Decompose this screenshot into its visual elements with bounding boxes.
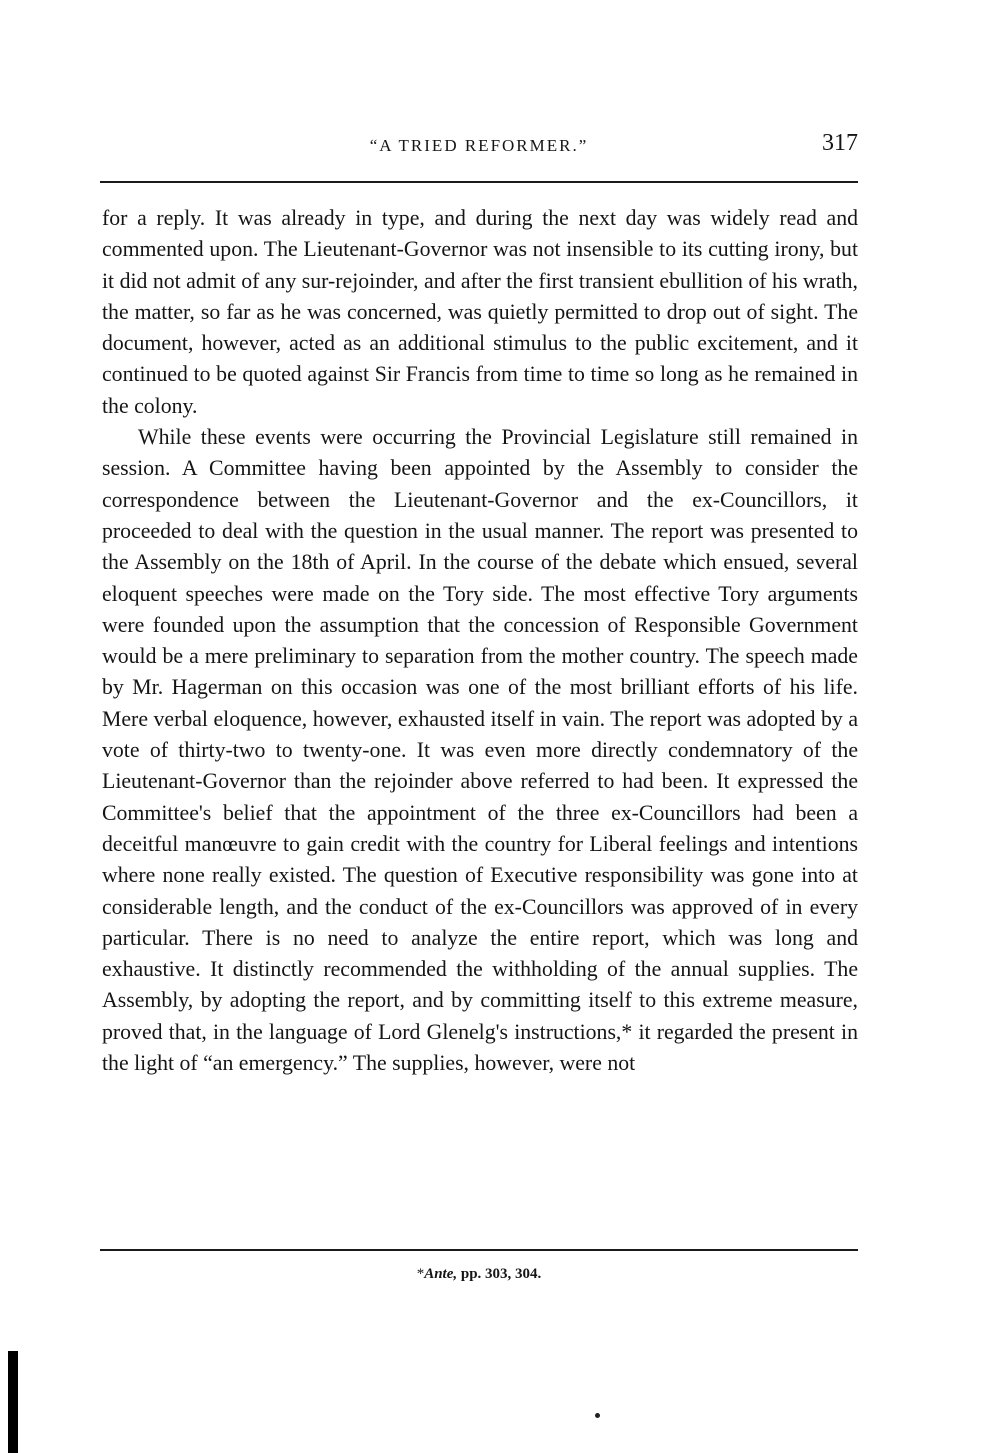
paragraph-2: While these events were occurring the Provincial Legislature still remained in session. A Committee having been appointed by the Assembly to consider the correspondence between the Lieutenant-Governor and the ex-Councillors, it proceeded to deal with the question in the usual manner. The report was presented to the Assembly on the 18th of April. In the course of the debate which ensued, several eloquent speeches were made on the Tory side. The most effective Tory arguments were founded upon the assumption that the concession of Responsible Government would be a mere preliminary to separation from the mother country. The speech made by Mr. Hagerman on this occasion was one of the most brilliant efforts of his life. Mere verbal eloquence, however, exhausted itself in vain. The report was adopted by a vote of thirty-two to twenty-one. It was even more directly condemnatory of the Lieutenant-Governor than the rejoinder above referred to had been. It expressed the Committee's belief that the appointment of the three ex-Councillors had been a deceitful manœuvre to gain credit with the country for Liberal feelings and intentions where none really existed. The question of Executive responsibility was gone into at considerable length, and the conduct of the ex-Councillors was approved of in every particular. There is no need to analyze the entire report, which was long and exhaustive. It distinctly recommended the withholding of the annual supplies. The Assembly, by adopting the report, and by committing itself to this extreme measure, proved that, in the language of Lord Glenelg's instructions,* it regarded the present in the light of “an emergency.” The supplies, however, were not <box>102 425 858 1076</box>
footnote-ante: Ante, <box>424 1266 458 1282</box>
header-rule <box>100 181 858 183</box>
running-head <box>100 130 858 164</box>
paragraph-1: for a reply. It was already in type, and during the next day was widely read and commented upon. The Lieutenant-Governor was not insensible to its cutting irony, but it did not admit of any sur-rejoinder, and after the first transient ebullition of his wrath, the matter, so far as he was concerned, was quietly permitted to drop out of sight. The document, however, acted as an additional stimulus to the public excitement, and it continued to be quoted against Sir Francis from time to time so long as he remained in the colony. <box>102 206 858 418</box>
running-title: “A TRIED REFORMER.” <box>369 136 589 155</box>
footnote <box>100 1266 858 1283</box>
footnote-rule <box>100 1249 858 1251</box>
body-text <box>102 203 858 1079</box>
page-number: 317 <box>822 130 858 156</box>
footnote-pages: pp. 303, 304. <box>460 1266 542 1282</box>
footnote-mark: * <box>416 1266 425 1282</box>
scan-edge-mark <box>8 1351 18 1453</box>
scan-speck <box>595 1413 600 1418</box>
